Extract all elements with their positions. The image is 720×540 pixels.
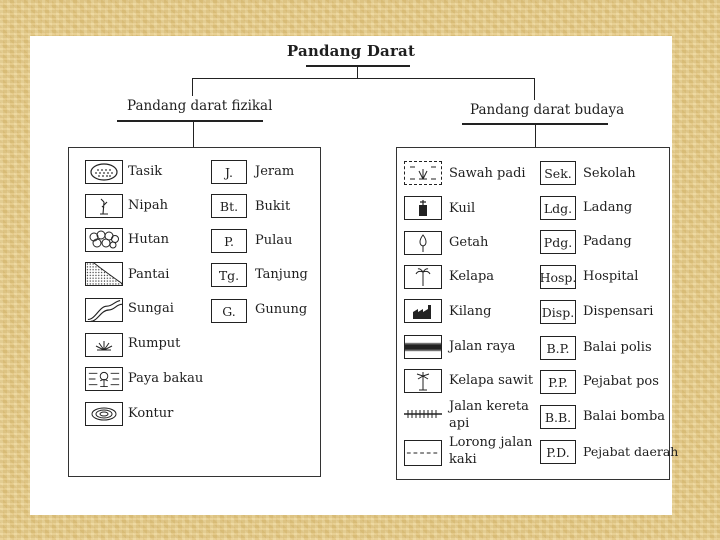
symbol-label-jalan-raya: Jalan raya <box>449 339 516 354</box>
abbr-code-padang: Pdg. <box>540 230 576 254</box>
symbol-label-kelapa: Kelapa <box>449 269 495 284</box>
lake-icon <box>85 160 123 184</box>
abbr-code-gunung: G. <box>211 299 247 323</box>
abbr-code-sekolah: Sek. <box>540 161 576 185</box>
abbr-code-hospital: Hosp. <box>540 265 576 289</box>
abbr-label-pejabat-pos: Pejabat pos <box>583 374 659 389</box>
symbol-label-sawah-padi: Sawah padi <box>449 166 526 181</box>
abbr-label-sekolah: Sekolah <box>583 166 636 181</box>
abbr-code-pejabat-daerah: P.D. <box>540 440 576 464</box>
oil-palm-icon <box>404 369 442 393</box>
title-underline <box>306 65 410 67</box>
tree-crossbar <box>192 78 534 79</box>
abbr-label-tanjung: Tanjung <box>255 267 308 282</box>
symbol-label-paya-bakau: Paya bakau <box>128 371 204 386</box>
nipah-palm-icon <box>85 194 123 218</box>
symbol-label-rumput: Rumput <box>128 336 181 351</box>
abbr-label-hospital: Hospital <box>583 269 639 284</box>
temple-icon <box>404 196 442 220</box>
factory-icon <box>404 299 442 323</box>
abbr-label-jeram: Jeram <box>255 164 295 179</box>
abbr-label-balai-bomba: Balai bomba <box>583 409 666 424</box>
physical-heading-underline <box>117 120 263 122</box>
symbol-label-sungai: Sungai <box>128 301 174 316</box>
abbr-code-pulau: P. <box>211 229 247 253</box>
symbol-label-kuil: Kuil <box>449 201 476 216</box>
diagram-sheet <box>30 36 679 515</box>
rubber-tree-icon <box>404 231 442 255</box>
contour-icon <box>85 402 123 426</box>
symbol-label-getah: Getah <box>449 235 489 250</box>
main-road-icon <box>404 335 442 359</box>
abbr-label-pejabat-daerah: Pejabat daerah <box>583 444 679 459</box>
abbr-label-bukit: Bukit <box>255 199 291 214</box>
symbol-label-kilang: Kilang <box>449 304 492 319</box>
cultural-connector <box>535 125 536 148</box>
tree-branch-left <box>192 78 193 96</box>
abbr-label-gunung: Gunung <box>255 302 308 317</box>
abbr-code-balai-bomba: B.B. <box>540 405 576 429</box>
symbol-label-jalan-kereta-api: Jalan kereta api <box>449 399 529 431</box>
symbol-label-tasik: Tasik <box>128 164 163 179</box>
railway-icon <box>404 406 442 420</box>
abbr-code-pejabat-pos: P.P. <box>540 370 576 394</box>
footpath-icon <box>404 440 442 466</box>
cultural-heading: Pandang darat budaya <box>470 102 625 118</box>
abbr-code-dispensari: Disp. <box>540 300 576 324</box>
abbr-code-tanjung: Tg. <box>211 263 247 287</box>
symbol-label-nipah: Nipah <box>128 198 168 213</box>
symbol-label-kelapa-sawit: Kelapa sawit <box>449 373 534 388</box>
abbr-code-balai-polis: B.P. <box>540 336 576 360</box>
abbr-label-pulau: Pulau <box>255 233 293 248</box>
abbr-label-ladang: Ladang <box>583 200 633 215</box>
abbr-label-padang: Padang <box>583 234 632 249</box>
symbol-label-pantai: Pantai <box>128 267 170 282</box>
forest-icon <box>85 228 123 252</box>
diagram-title: Pandang Darat <box>286 42 416 60</box>
tree-branch-right <box>534 78 535 100</box>
physical-heading: Pandang darat fizikal <box>127 98 273 114</box>
physical-connector <box>193 122 194 148</box>
symbol-label-hutan: Hutan <box>128 232 170 247</box>
tree-stem <box>357 67 358 78</box>
symbol-label-lorong-jalan-kaki: Lorong jalan kaki <box>449 435 533 467</box>
mangrove-swamp-icon <box>85 367 123 391</box>
abbr-code-bukit: Bt. <box>211 194 247 218</box>
symbol-label-kontur: Kontur <box>128 406 174 421</box>
beach-icon <box>85 262 123 286</box>
grass-icon <box>85 333 123 357</box>
coconut-tree-icon <box>404 265 442 289</box>
abbr-label-dispensari: Dispensari <box>583 304 654 319</box>
paddy-field-icon <box>404 161 442 185</box>
river-icon <box>85 298 123 322</box>
abbr-code-ladang: Ldg. <box>540 196 576 220</box>
abbr-label-balai-polis: Balai polis <box>583 340 652 355</box>
abbr-code-jeram: J. <box>211 160 247 184</box>
